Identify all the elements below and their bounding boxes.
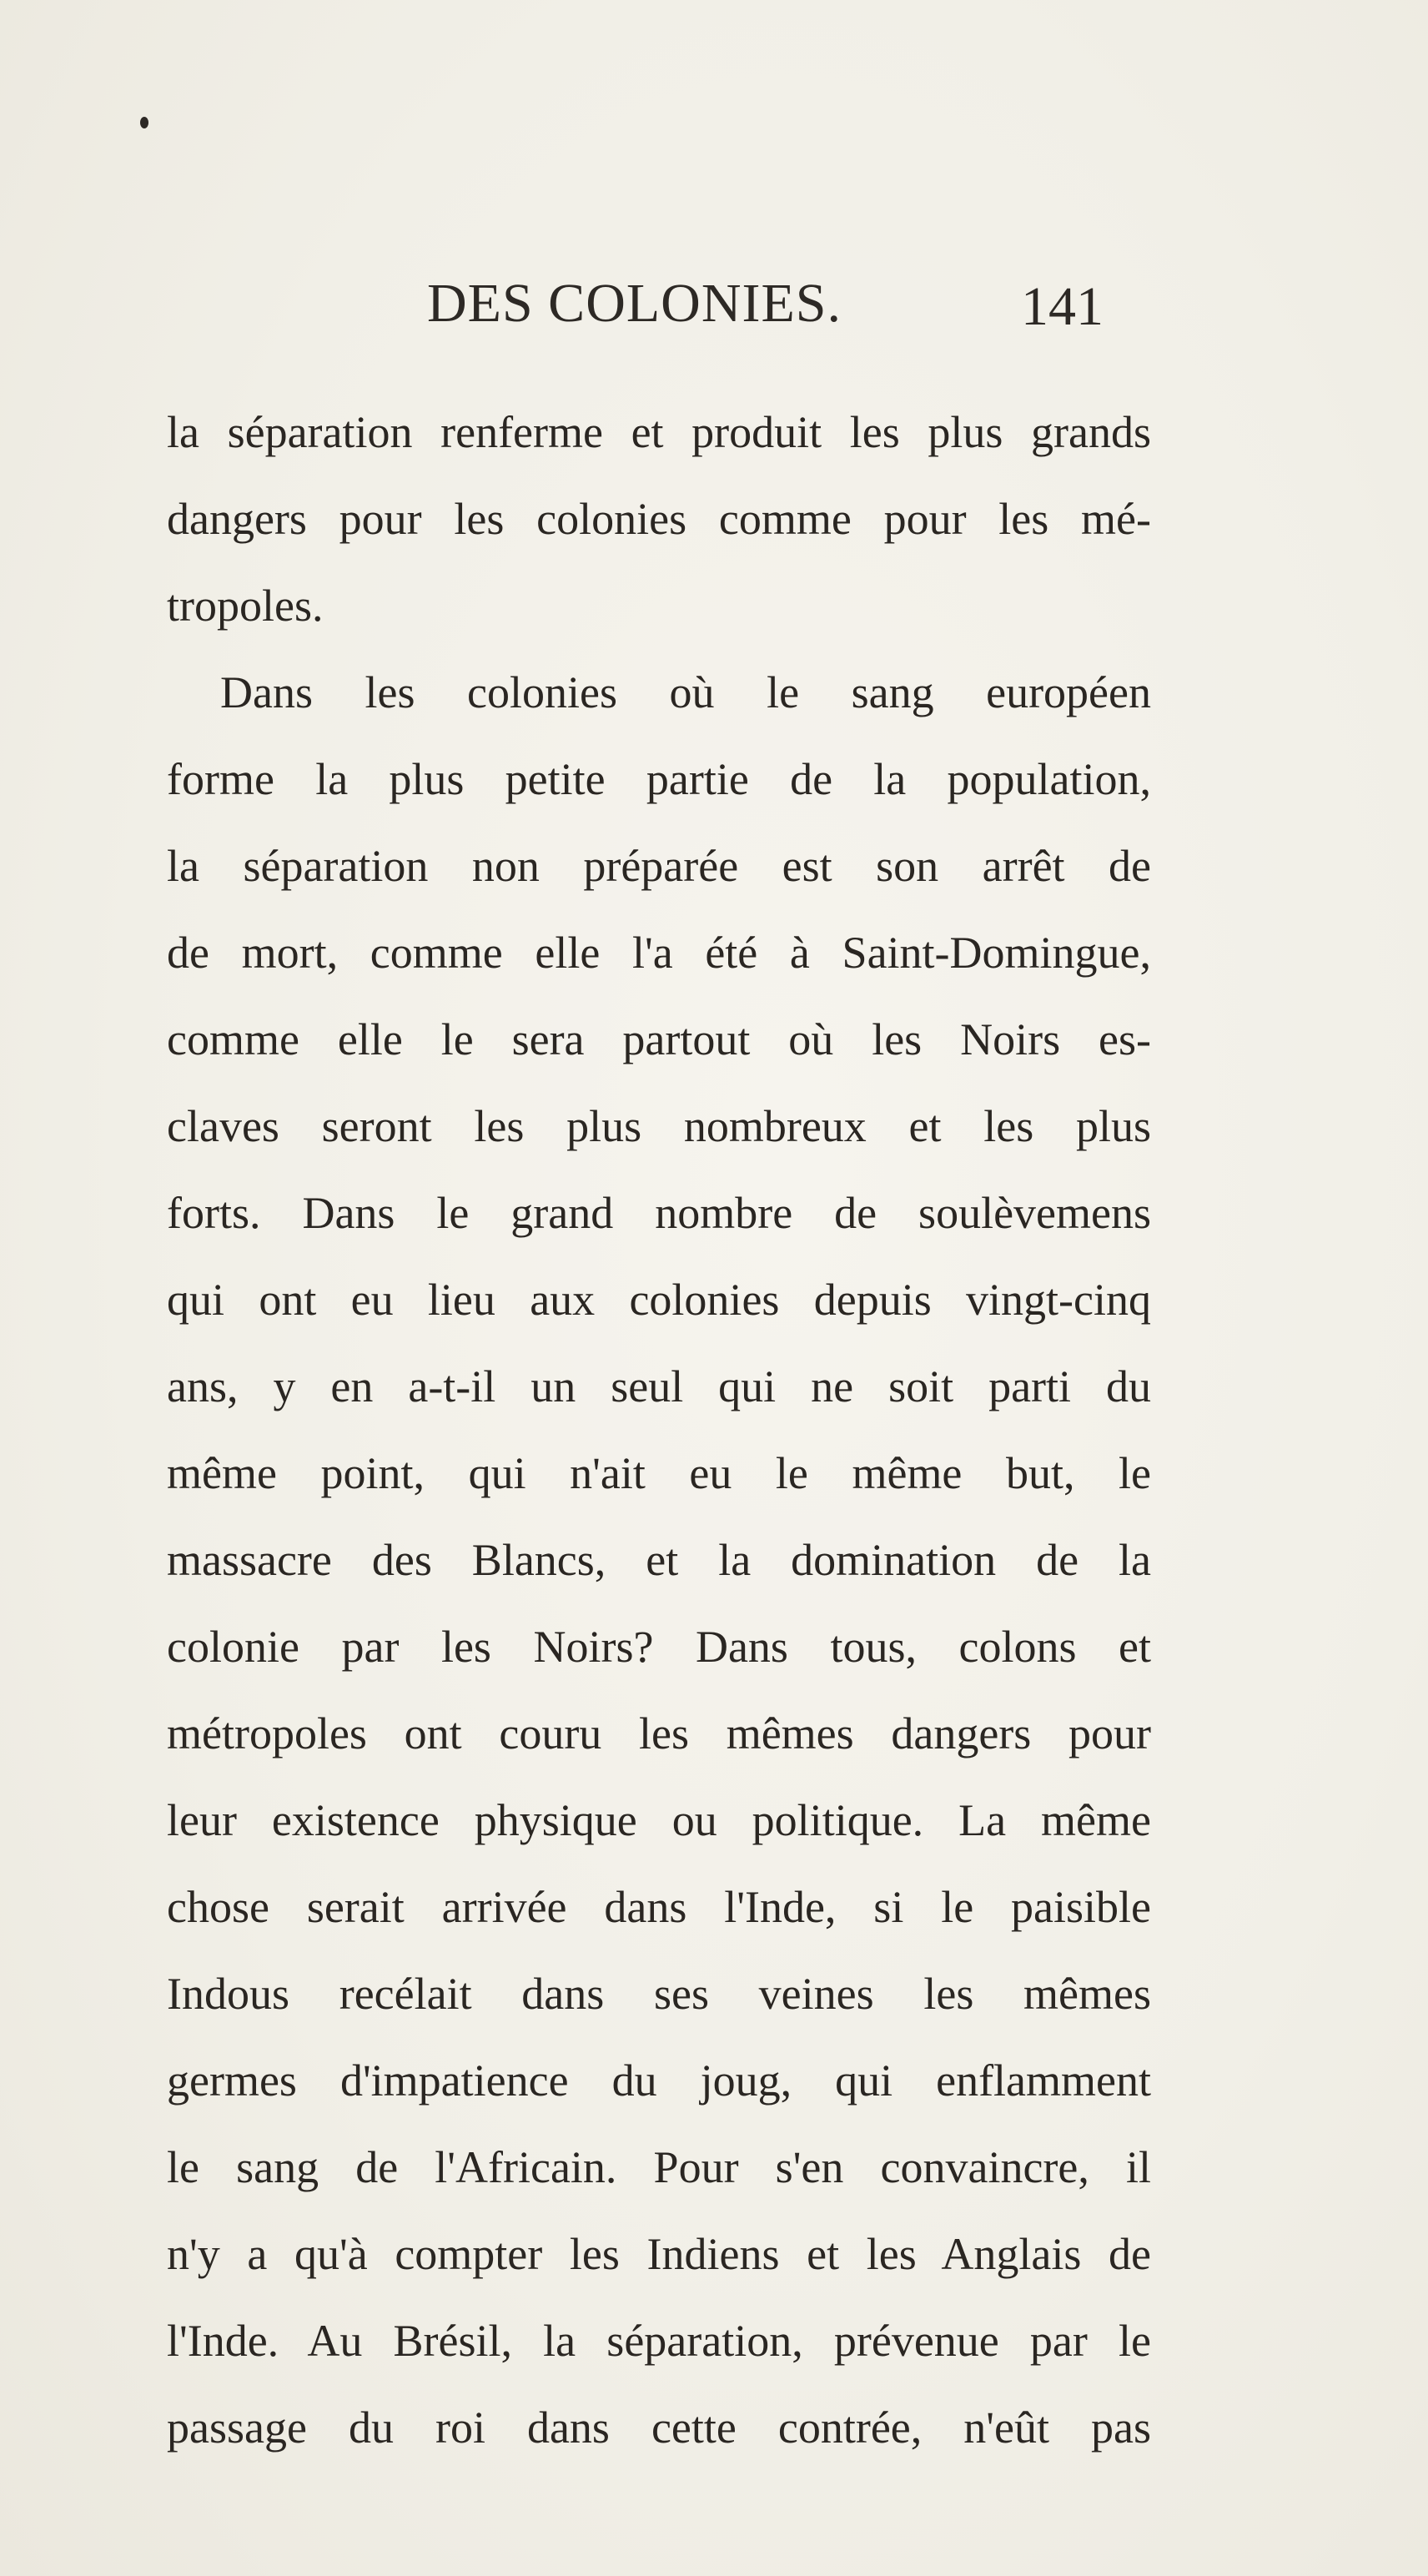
text-line: passage du roi dans cette contrée, n'eût pas [167,2402,1151,2453]
text-line: forts. Dans le grand nombre de soulèvemens [167,1188,1151,1238]
text-line: colonie par les Noirs? Dans tous, colons et [167,1622,1151,1672]
text-line: chose serait arrivée dans l'Inde, si le paisible [167,1882,1151,1932]
text-line: n'y a qu'à compter les Indiens et les Anglais de [167,2229,1151,2279]
text-line: la séparation renferme et produit les plus grands [167,407,1151,457]
text-line: ans, y en a-t-il un seul qui ne soit parti du [167,1361,1151,1411]
text-line: qui ont eu lieu aux colonies depuis vingt-cinq [167,1275,1151,1325]
text-line: Dans les colonies où le sang européen [220,667,1151,717]
text-line: le sang de l'Africain. Pour s'en convaincre, il [167,2142,1151,2192]
text-line: tropoles. [167,581,324,631]
text-line: de mort, comme elle l'a été à Saint-Domingue, [167,928,1151,978]
text-line: dangers pour les colonies comme pour les mé- [167,494,1151,544]
text-line: massacre des Blancs, et la domination de la [167,1535,1151,1585]
page-header [167,269,1151,344]
text-line: germes d'impatience du joug, qui enflamment [167,2055,1151,2106]
text-line: Indous recélait dans ses veines les mêmes [167,1969,1151,2019]
text-line: forme la plus petite partie de la population, [167,754,1151,804]
text-line: claves seront les plus nombreux et les plus [167,1101,1151,1151]
page-number: 141 [1021,276,1104,337]
paragraph-1 [167,389,1151,649]
text-line: même point, qui n'ait eu le même but, le [167,1448,1151,1498]
text-line: la séparation non préparée est son arrêt de [167,841,1151,891]
text-line: comme elle le sera partout où les Noirs es- [167,1014,1151,1064]
text-line: l'Inde. Au Brésil, la séparation, prévenue par le [167,2316,1151,2366]
paragraph-2 [167,649,1151,2471]
text-line: leur existence physique ou politique. La même [167,1795,1151,1845]
ink-speck [140,117,148,128]
running-head: DES COLONIES. [427,273,842,334]
text-line: métropoles ont couru les mêmes dangers pour [167,1708,1151,1758]
body-text [167,389,1151,2471]
